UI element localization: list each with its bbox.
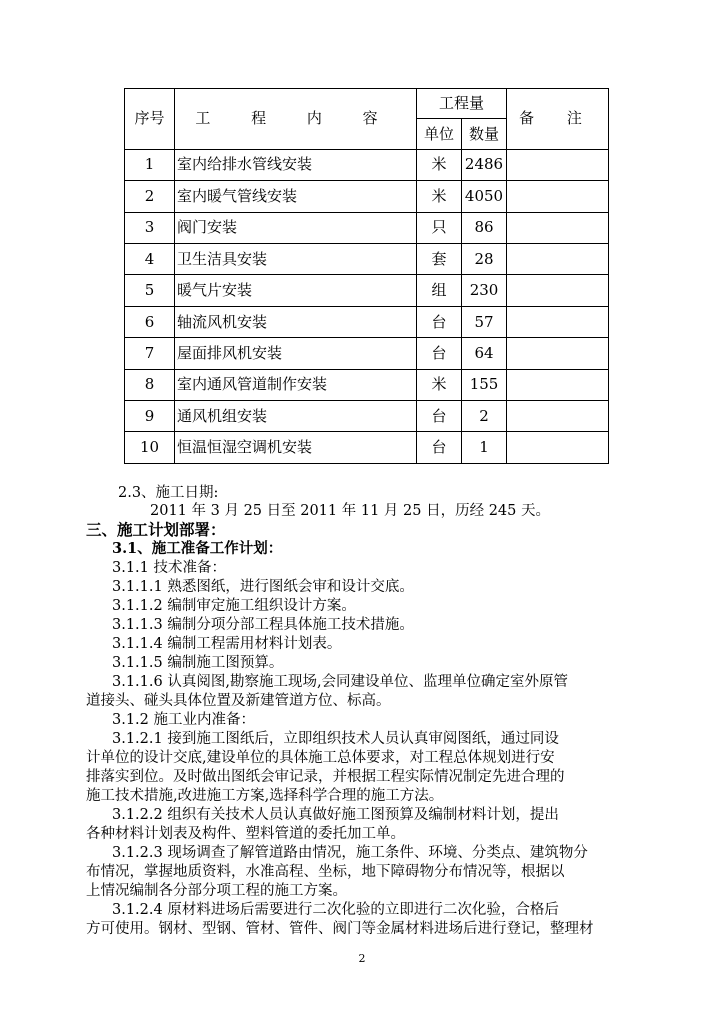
row-content: 恒温恒湿空调机安装 [175, 432, 417, 464]
paragraph-line: 3.1.2.4 原材料进场后需要进行二次化验的立即进行二次化验，合格后 [112, 902, 559, 918]
row-unit: 台 [417, 401, 462, 432]
paragraph-line: 排落实到位。及时做出图纸会审记录，并根据工程实际情况制定先进合理的 [86, 769, 565, 785]
row-number: 6 [125, 306, 175, 337]
row-remark [507, 432, 609, 464]
row-content: 室内通风管道制作安装 [175, 369, 417, 400]
row-number: 9 [125, 401, 175, 432]
row-remark [507, 244, 609, 275]
row-content: 屋面排风机安装 [175, 338, 417, 369]
row-content: 通风机组安装 [175, 401, 417, 432]
paragraph-line: 3.1.2.1 接到施工图纸后，立即组织技术人员认真审阅图纸，通过同设 [112, 731, 559, 747]
row-amount: 28 [462, 244, 507, 275]
paragraph-line: 3.1.1.3 编制分项分部工程具体施工技术措施。 [112, 617, 414, 633]
paragraph-line: 3.1.1.5 编制施工图预算。 [112, 655, 284, 671]
paragraph-line: 3.1.1.6 认真阅图,勘察施工现场,会同建设单位、监理单位确定室外原管 [112, 674, 569, 690]
row-content: 轴流风机安装 [175, 306, 417, 337]
header-unit: 单位 [417, 119, 462, 149]
section-date-heading: 2.3、施工日期: [118, 485, 219, 501]
row-number: 8 [125, 369, 175, 400]
row-remark [507, 149, 609, 180]
table-row [125, 275, 609, 306]
row-remark [507, 181, 609, 212]
row-amount: 230 [462, 275, 507, 306]
row-content: 室内暖气管线安装 [175, 181, 417, 212]
header-remark: 备 注 [507, 89, 609, 150]
row-unit: 套 [417, 244, 462, 275]
section-3-1-heading: 3.1、施工准备工作计划： [112, 540, 283, 557]
table-row [125, 369, 609, 400]
paragraph-line: 3.1.1.1 熟悉图纸，进行图纸会审和设计交底。 [112, 579, 414, 595]
row-unit: 只 [417, 212, 462, 243]
table-row [125, 181, 609, 212]
row-amount: 86 [462, 212, 507, 243]
row-remark [507, 212, 609, 243]
paragraph-line: 上情况编制各分部分项工程的施工方案。 [86, 883, 347, 899]
header-index: 序号 [125, 89, 175, 150]
table-header-row [125, 89, 609, 119]
table-row [125, 244, 609, 275]
row-amount: 57 [462, 306, 507, 337]
table-row [125, 149, 609, 180]
row-number: 1 [125, 149, 175, 180]
row-amount: 2 [462, 401, 507, 432]
row-amount: 1 [462, 432, 507, 464]
row-unit: 台 [417, 306, 462, 337]
page-number: 2 [358, 952, 366, 965]
paragraph-line: 布情况，掌握地质资料，水准高程、坐标，地下障碍物分布情况等，根据以 [86, 864, 565, 880]
paragraph-line: 3.1.1.4 编制工程需用材料计划表。 [112, 636, 342, 652]
row-number: 2 [125, 181, 175, 212]
row-amount: 4050 [462, 181, 507, 212]
paragraph-line: 3.1.1.2 编制审定施工组织设计方案。 [112, 598, 356, 614]
row-number: 10 [125, 432, 175, 464]
paragraph-line: 3.1.2.2 组织有关技术人员认真做好施工图预算及编制材料计划，提出 [112, 807, 559, 823]
paragraph-line: 3.1.2.3 现场调查了解管道路由情况，施工条件、环境、分类点、建筑物分 [112, 845, 588, 861]
row-content: 暖气片安装 [175, 275, 417, 306]
paragraph-line: 方可使用。钢材、型钢、管材、管件、阀门等金属材料进场后进行登记，整理材 [86, 921, 594, 937]
row-number: 3 [125, 212, 175, 243]
row-amount: 2486 [462, 149, 507, 180]
table-row [125, 306, 609, 337]
row-remark [507, 306, 609, 337]
row-number: 4 [125, 244, 175, 275]
row-unit: 台 [417, 432, 462, 464]
row-unit: 组 [417, 275, 462, 306]
paragraph-line: 计单位的设计交底,建设单位的具体施工总体要求，对工程总体规划进行安 [86, 750, 555, 766]
row-remark [507, 275, 609, 306]
header-quantity-group: 工程量 [417, 89, 507, 119]
row-amount: 64 [462, 338, 507, 369]
row-content: 卫生洁具安装 [175, 244, 417, 275]
table-row [125, 212, 609, 243]
row-remark [507, 401, 609, 432]
row-unit: 米 [417, 369, 462, 400]
row-unit: 台 [417, 338, 462, 369]
quantity-table [124, 88, 609, 464]
paragraph-line: 3.1.1 技术准备： [112, 560, 227, 576]
header-amount: 数量 [462, 119, 507, 149]
row-content: 室内给排水管线安装 [175, 149, 417, 180]
paragraph-line: 各种材料计划表及构件、塑料管道的委托加工单。 [86, 826, 405, 842]
row-remark [507, 369, 609, 400]
section-3-heading: 三、施工计划部署： [86, 520, 226, 539]
table-row [125, 338, 609, 369]
paragraph-line: 道接头、碰头具体位置及新建管道方位、标高。 [86, 693, 391, 709]
row-unit: 米 [417, 149, 462, 180]
paragraph-line: 施工技术措施,改进施工方案,选择科学合理的施工方法。 [86, 788, 444, 804]
date-text: 2011 年 3 月 25 日至 2011 年 11 月 25 日，历经 245 天。 [150, 503, 550, 519]
row-number: 5 [125, 275, 175, 306]
table-row [125, 432, 609, 464]
header-content: 工 程 内 容 [175, 89, 417, 150]
table-row [125, 401, 609, 432]
row-amount: 155 [462, 369, 507, 400]
row-unit: 米 [417, 181, 462, 212]
paragraph-line: 3.1.2 施工业内准备： [112, 712, 256, 728]
row-number: 7 [125, 338, 175, 369]
row-content: 阀门安装 [175, 212, 417, 243]
row-remark [507, 338, 609, 369]
